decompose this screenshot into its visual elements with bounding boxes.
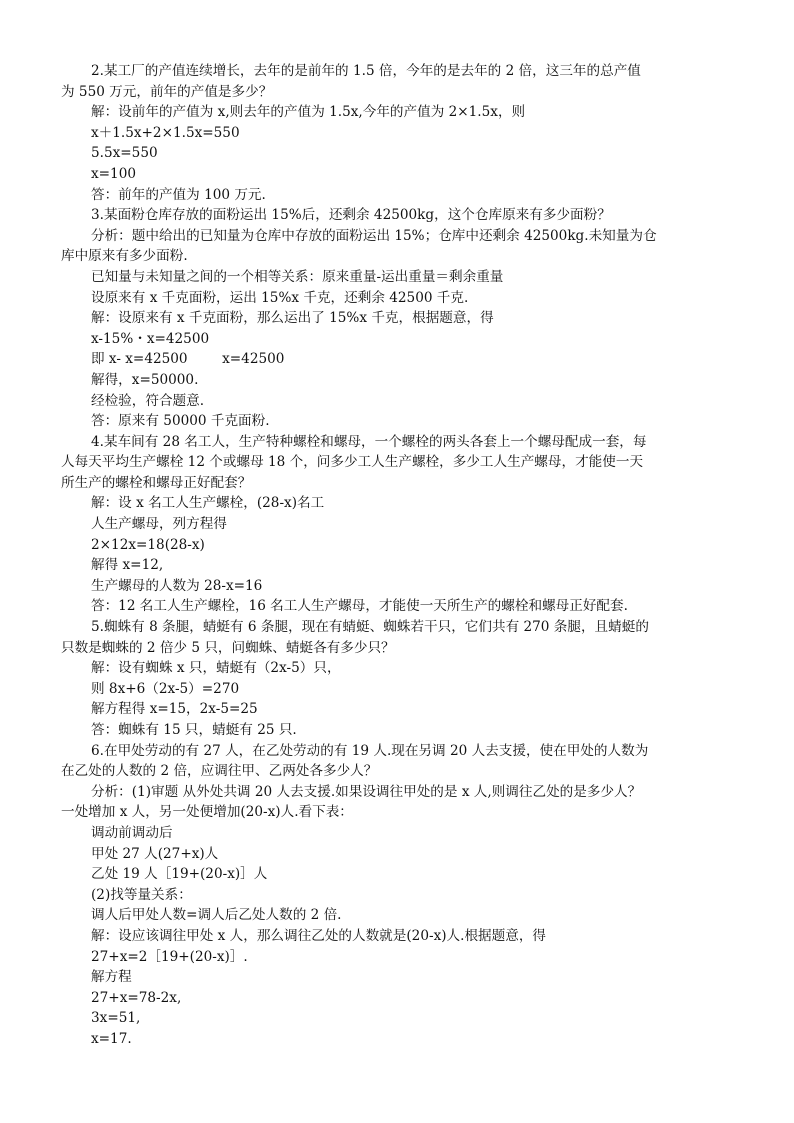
text-line: 人每天平均生产螺栓 12 个或螺母 18 个，问多少工人生产螺栓，多少工人生产螺母，才能使一天 <box>61 454 644 471</box>
text-line: 27+x=2［19+(20-x)］. <box>91 948 248 965</box>
text-line: 甲处 27 人(27+x)人 <box>91 845 219 862</box>
text-line: x＋1.5x+2×1.5x=550 <box>91 124 240 141</box>
text-line: 分析：题中给出的已知量为仓库中存放的面粉运出 15%；仓库中还剩余 42500kg.未知量为仓 <box>91 227 657 244</box>
text-line: 解得，x=50000. <box>91 371 199 388</box>
text-line: 解：设应该调往甲处 x 人，那么调往乙处的人数就是(20-x)人.根据题意，得 <box>91 927 547 944</box>
text-line: 答：蜘蛛有 15 只，蜻蜓有 25 只. <box>91 722 297 738</box>
text-line: 答：12 名工人生产螺栓，16 名工人生产螺母，才能使一天所生产的螺栓和螺母正好配套. <box>91 598 628 615</box>
text-line: 解：设原来有 x 千克面粉，那么运出了 15%x 千克，根据题意，得 <box>91 310 494 327</box>
text-line: 人生产螺母，列方程得 <box>91 516 227 533</box>
text-line: 一处增加 x 人，另一处便增加(20-x)人.看下表： <box>61 804 353 821</box>
text-line: 只数是蜘蛛的 2 倍少 5 只，问蜘蛛、蜻蜓各有多少只？ <box>61 639 395 656</box>
text-line: 调动前调动后 <box>91 824 173 841</box>
text-line: 答：前年的产值为 100 万元. <box>91 186 266 203</box>
text-line: 即 x- x=42500 x=42500 <box>91 351 285 368</box>
text-line: 解：设前年的产值为 x,则去年的产值为 1.5x,今年的产值为 2×1.5x，则 <box>91 104 526 121</box>
text-line: 2.某工厂的产值连续增长，去年的是前年的 1.5 倍，今年的是去年的 2 倍，这三年的总产值 <box>91 63 641 79</box>
text-line: 解：设有蜘蛛 x 只，蜻蜓有（2x-5）只， <box>91 660 341 677</box>
text-line: 为 550 万元，前年的产值是多少？ <box>61 83 273 100</box>
text-line: 分析：(1)审题 从外处共调 20 人去支援.如果设调往甲处的是 x 人,则调往乙处的是多少人？ <box>91 783 642 800</box>
text-line: 解：设 x 名工人生产螺栓，(28-x)名工 <box>91 495 325 512</box>
text-line: 设原来有 x 千克面粉，运出 15%x 千克，还剩余 42500 千克. <box>91 289 469 306</box>
text-line: 解方程 <box>91 969 132 986</box>
text-line: 库中原来有多少面粉. <box>61 248 188 265</box>
text-line: 调人后甲处人数=调人后乙处人数的 2 倍. <box>91 907 342 924</box>
text-line: 5.5x=550 <box>91 145 158 162</box>
text-line: 5.蜘蛛有 8 条腿，蜻蜓有 6 条腿，现在有蜻蜓、蜘蛛若干只，它们共有 270 条腿，且蜻蜓的 <box>91 619 649 636</box>
text-line: 解方程得 x=15，2x-5=25 <box>91 701 258 718</box>
text-line: 乙处 19 人［19+(20-x)］人 <box>91 866 268 883</box>
text-line: x=17. <box>91 1030 132 1047</box>
text-line: 答：原来有 50000 千克面粉. <box>91 413 270 430</box>
text-line: x=100 <box>91 165 137 182</box>
text-line: 3.某面粉仓库存放的面粉运出 15%后，还剩余 42500kg，这个仓库原来有多少面粉？ <box>91 207 611 224</box>
text-line: 经检验，符合题意. <box>91 392 205 409</box>
text-line: 已知量与未知量之间的一个相等关系：原来重量-运出重量＝剩余重量 <box>91 268 504 285</box>
text-line: 生产螺母的人数为 28-x=16 <box>91 577 263 594</box>
text-line: x-15%・x=42500 <box>91 330 210 347</box>
text-line: 在乙处的人数的 2 倍，应调往甲、乙两处各多少人？ <box>61 763 378 780</box>
text-line: (2)找等量关系： <box>91 886 192 903</box>
text-line: 则 8x+6（2x-5）=270 <box>91 680 240 697</box>
text-line: 6.在甲处劳动的有 27 人，在乙处劳动的有 19 人.现在另调 20 人去支援，使在甲处的人数为 <box>91 742 649 759</box>
document-body <box>61 61 739 1050</box>
text-line: 解得 x=12, <box>91 557 164 574</box>
text-line: 3x=51, <box>91 1010 141 1027</box>
text-line: 27+x=78-2x, <box>91 989 182 1006</box>
text-line: 2×12x=18(28-x) <box>91 536 205 553</box>
text-line: 4.某车间有 28 名工人，生产特种螺栓和螺母，一个螺栓的两头各套上一个螺母配成一套，每 <box>91 433 647 450</box>
text-line: 所生产的螺栓和螺母正好配套？ <box>61 474 252 491</box>
